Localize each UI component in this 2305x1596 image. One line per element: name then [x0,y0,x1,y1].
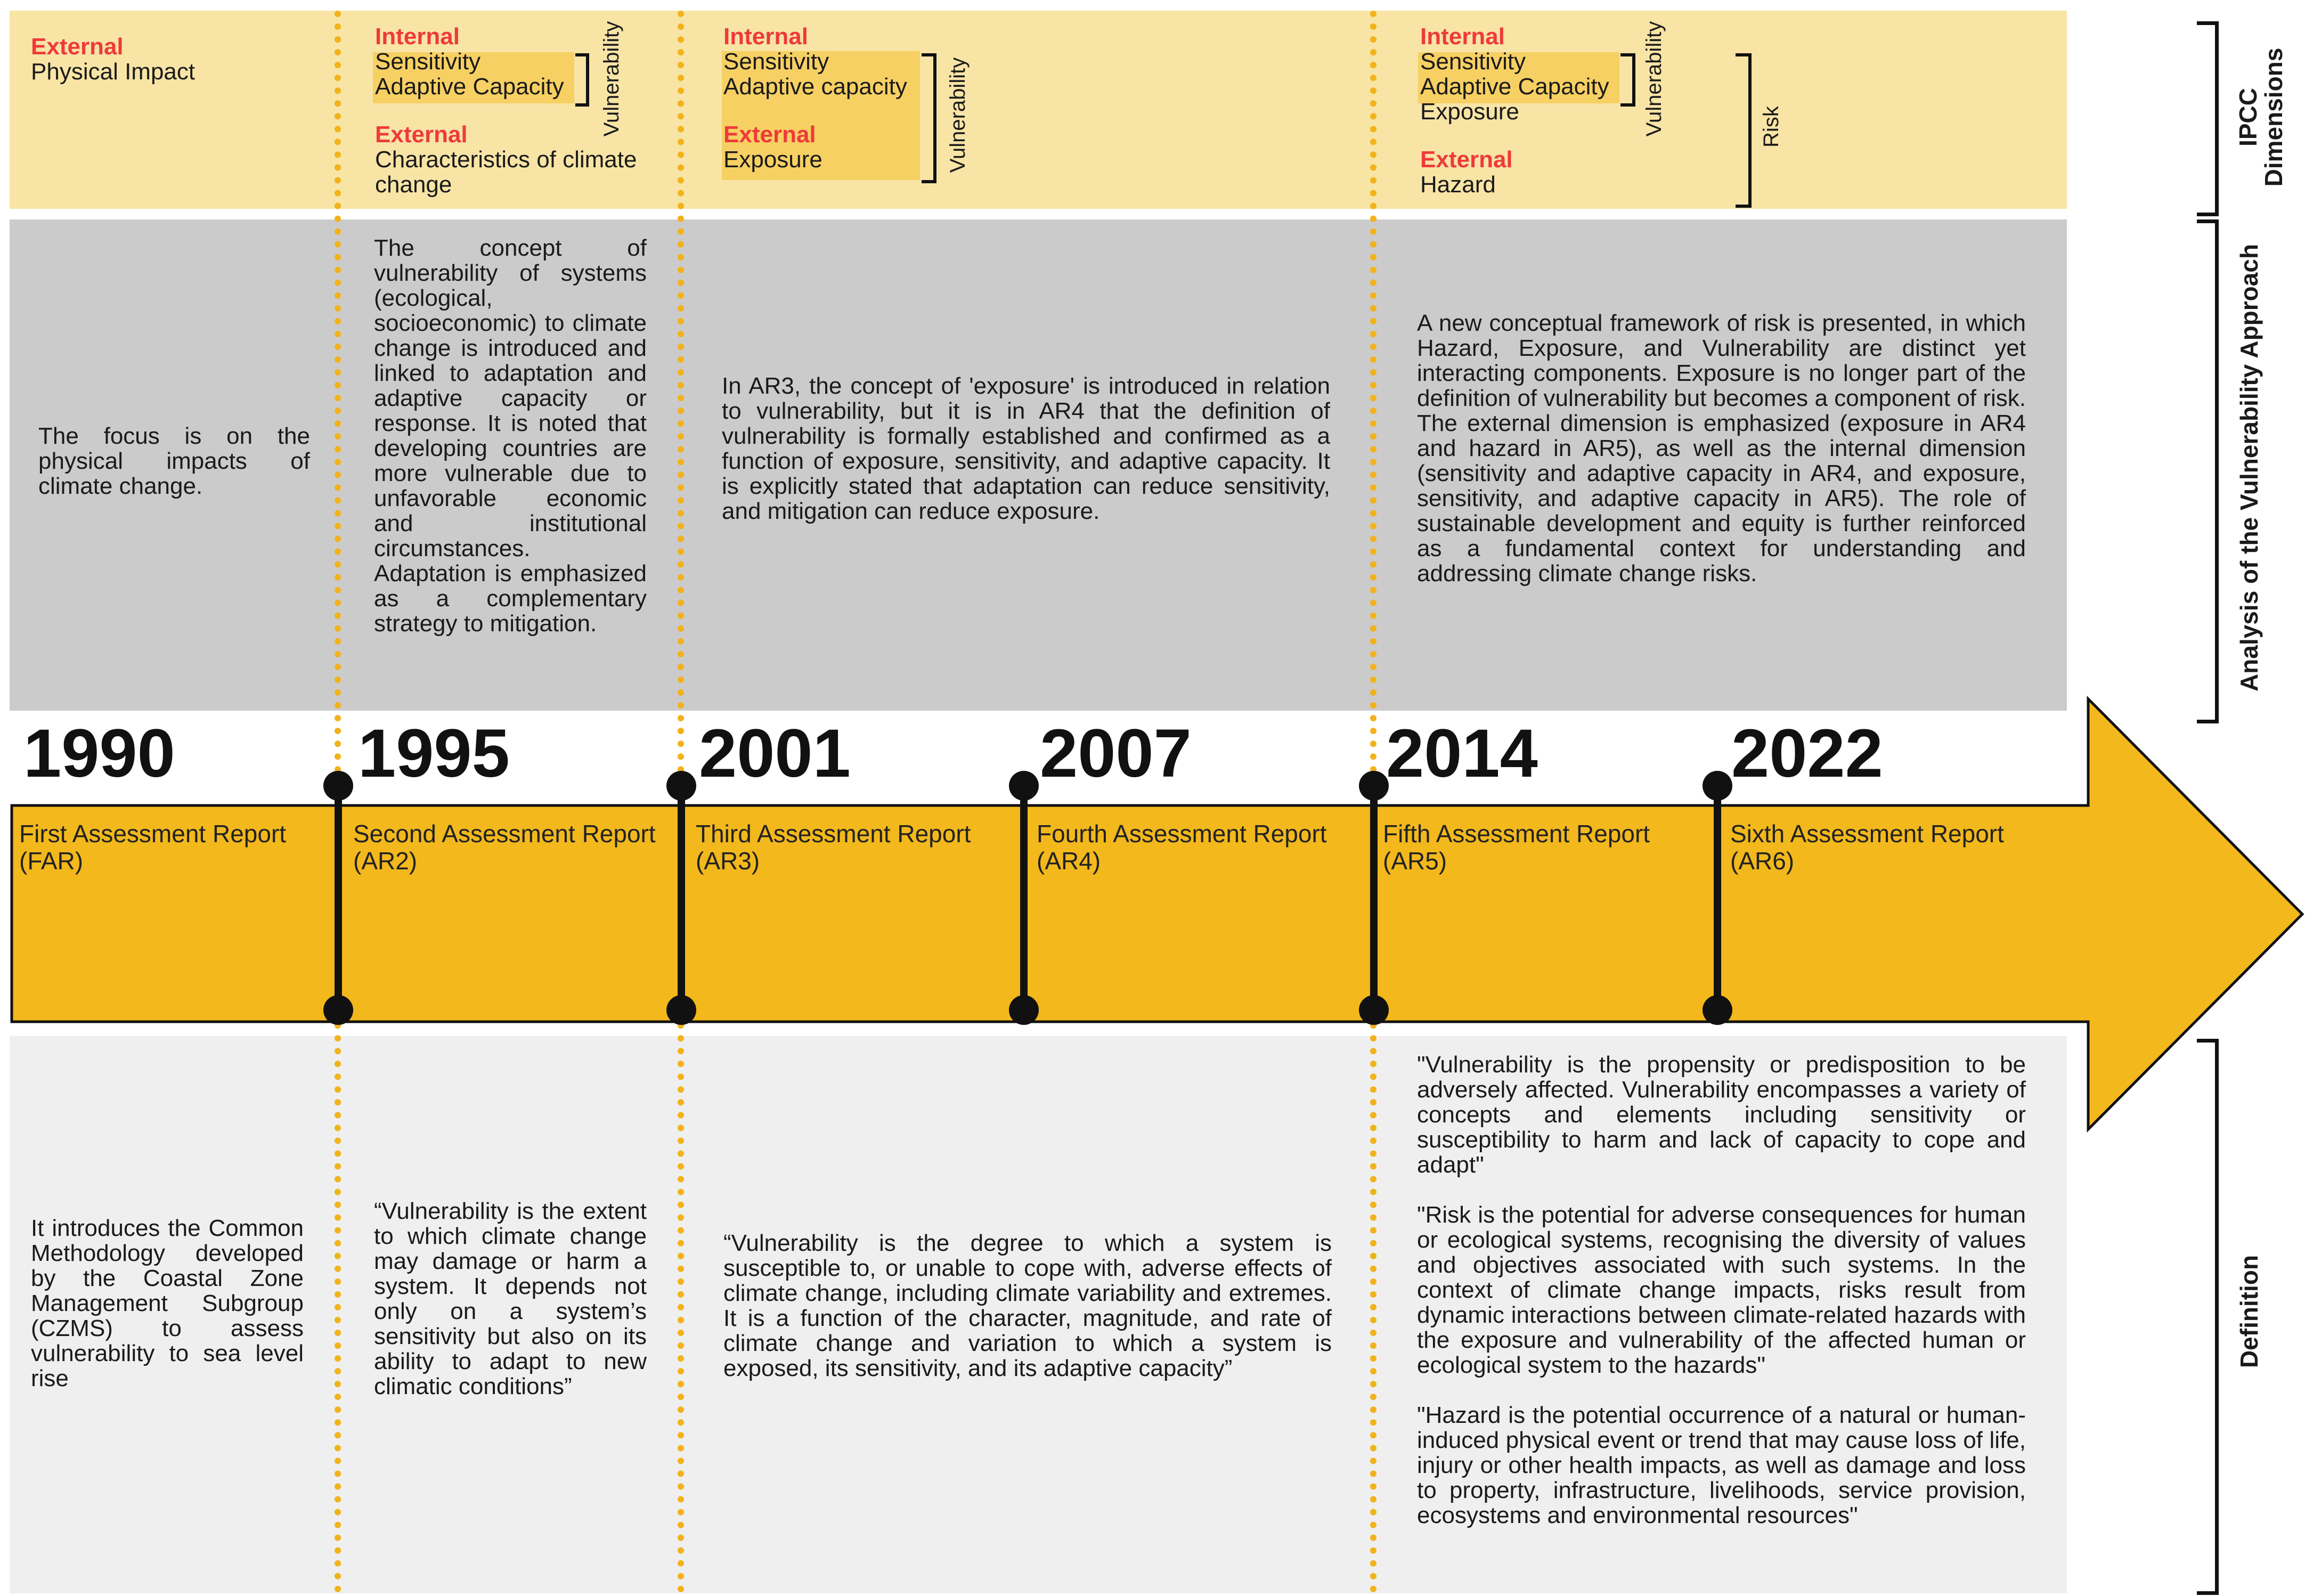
dimensions-row-label [2235,48,2286,187]
year-1990: 1990 [23,715,175,792]
ar5-external-label: External [1420,146,1513,173]
ar5-definition-hazard: "Hazard is the potential occurrence of a natural or human-induced physical event or trend that may cause loss of life, injury or other health impacts, as well as damage and loss to property, infrastructure, livelihoods, service provision, ecosystems and environmental resources" [1417,1402,2026,1528]
report-ar4-name: Fourth Assessment Report [1037,820,1327,848]
ar2-vulnerability-bracket [575,53,589,107]
far-definition-text: It introduces the Common Methodology developed by the Coastal Zone Management Subgroup (CZMS) to assess vulnerability to sea level rise [31,1215,304,1391]
dimensions-row-label-line2: Dimensions [2260,47,2287,187]
report-ar6-code: (AR6) [1730,847,1795,875]
ar2-sensitivity: Sensitivity [375,48,481,75]
definition-row-label: Definition [2235,1255,2263,1369]
report-ar5 [1383,820,1650,875]
ar5-exposure: Exposure [1420,99,1519,125]
ar5-analysis-text: A new conceptual framework of risk is presented, in which Hazard, Exposure, and Vulnerability are distinct yet interacting components. Exposure is no longer part of the definition of vulnerability but becomes a component of risk. The external dimension is emphasized (exposure in AR4 and hazard in AR5), as well as the internal dimension (sensitivity and adaptive capacity in AR4, and exposure, sensitivity, and adaptive capacity in AR5). The role of sustainable development and equity is further reinforced as a fundamental context for understanding and addressing climate change risks. [1417,310,2026,587]
ar3-adaptive-capacity: Adaptive capacity [723,74,907,100]
ar2-dimensions [375,24,637,197]
ar5-hazard: Hazard [1420,172,1496,198]
ar2-definition-text: “Vulnerability is the extent to which climate change may damage or harm a system. It depends not only on a system’s sensitivity but also on its ability to adapt to new climatic conditions” [374,1198,647,1399]
year-2022: 2022 [1731,715,1883,792]
ar2-analysis-p1: The concept of vulnerability of systems (ecological, socioeconomic) to climate change is introduced and linked to adaptation and adaptive capacity or response. It is noted that developing countries are more vulnerable due to unfavorable economic and institutional circumstances. [374,235,647,561]
ar5-sensitivity: Sensitivity [1420,48,1526,75]
report-ar2 [353,820,656,875]
ar2-analysis [374,235,647,636]
report-ar6 [1730,820,2004,875]
ar3-sensitivity: Sensitivity [723,48,829,75]
ar5-vulnerability-label: Vulnerability [1642,21,1666,137]
dimensions-row-bracket [2197,21,2219,216]
ar2-climate-line1: Characteristics of climate [375,146,637,173]
dot-top-2007 [1009,771,1039,801]
report-ar2-name: Second Assessment Report [353,820,656,848]
dot-top-2001 [666,771,696,801]
year-1995: 1995 [358,715,510,792]
ar3-exposure: Exposure [723,146,822,173]
report-far-code: (FAR) [19,847,84,875]
dot-top-2014 [1359,771,1389,801]
ar2-external-label: External [375,121,468,148]
ar3-internal-label: Internal [723,23,808,50]
dot-bottom-2014 [1359,995,1389,1025]
ar2-analysis-p2: Adaptation is emphasized as a complementary strategy to mitigation. [374,560,647,637]
report-ar3-code: (AR3) [696,847,760,875]
year-2014: 2014 [1386,715,1538,792]
report-far [19,820,286,875]
ar3-vulnerability-label: Vulnerability [946,57,970,173]
ar3-vulnerability-bracket [922,53,936,183]
report-ar5-code: (AR5) [1383,847,1447,875]
ar5-definition-vulnerability: "Vulnerability is the propensity or predisposition to be adversely affected. Vulnerability encompasses a variety of concepts and elements including sensitivity or susceptibility to harm and lack of capacity to cope and adapt" [1417,1052,2026,1178]
ar5-vulnerability-bracket [1620,53,1635,107]
ar5-adaptive-capacity: Adaptive Capacity [1420,74,1609,100]
ar3-definition-text: “Vulnerability is the degree to which a system is susceptible to, or unable to cope with, adverse effects of climate change, including climate variability and extremes. It is a function of the character, magnitude, and rate of climate change and variation to which a system is exposed, its sensitivity, and its adaptive capacity” [723,1230,1332,1381]
tick-2001 [678,786,685,1012]
ar3-external-label: External [723,121,816,148]
ar5-risk-label: Risk [1760,106,1783,148]
report-ar3-name: Third Assessment Report [696,820,971,848]
dot-bottom-2022 [1703,995,1732,1025]
report-ar4 [1037,820,1327,875]
far-physical-impact: Physical Impact [31,59,196,85]
tick-2007 [1020,786,1028,1012]
far-dimensions [31,34,195,84]
ar5-internal-label: Internal [1420,23,1505,50]
ar5-risk-bracket [1736,53,1752,208]
dot-top-2022 [1703,771,1732,801]
ar5-dimensions [1420,24,1609,197]
definition-row-bracket [2197,1039,2219,1595]
report-ar4-code: (AR4) [1037,847,1101,875]
dot-bottom-1995 [323,995,353,1025]
dot-top-1995 [323,771,353,801]
year-2001: 2001 [699,715,851,792]
ar5-definition-risk: "Risk is the potential for adverse consequences for human or ecological systems, recognising the diversity of values and objectives associated with such systems. In the context of climate change impacts, risks result from dynamic interactions between climate-related hazards with the exposure and vulnerability of the affected human or ecological system to the hazards" [1417,1202,2026,1378]
dot-bottom-2001 [666,995,696,1025]
ar2-climate-line2: change [375,172,452,198]
tick-1995 [335,786,342,1012]
year-2007: 2007 [1040,715,1192,792]
analysis-row-bracket [2197,219,2219,723]
report-ar5-name: Fifth Assessment Report [1383,820,1650,848]
ar2-internal-label: Internal [375,23,460,50]
tick-2022 [1714,786,1721,1012]
tick-2014 [1370,786,1378,1012]
report-ar2-code: (AR2) [353,847,418,875]
ar2-adaptive-capacity: Adaptive Capacity [375,74,564,100]
report-ar6-name: Sixth Assessment Report [1730,820,2004,848]
far-external-label: External [31,34,124,60]
dimensions-row-label-line1: IPCC [2234,88,2262,146]
ar5-definition [1417,1052,2026,1528]
report-far-name: First Assessment Report [19,820,287,848]
analysis-row-label: Analysis of the Vulnerability Approach [2235,243,2263,692]
ar3-dimensions [723,24,907,172]
dot-bottom-2007 [1009,995,1039,1025]
ar3-analysis-text: In AR3, the concept of 'exposure' is introduced in relation to vulnerability, but it is in AR4 that the definition of vulnerability is formally established and confirmed as a function of exposure, sensitivity, and adaptive capacity. It is explicitly stated that adaptation can reduce sensitivity, and mitigation can reduce exposure. [722,373,1330,524]
ar2-vulnerability-label: Vulnerability [600,21,623,137]
report-ar3 [696,820,971,875]
far-analysis-text: The focus is on the physical impacts of climate change. [38,423,310,499]
